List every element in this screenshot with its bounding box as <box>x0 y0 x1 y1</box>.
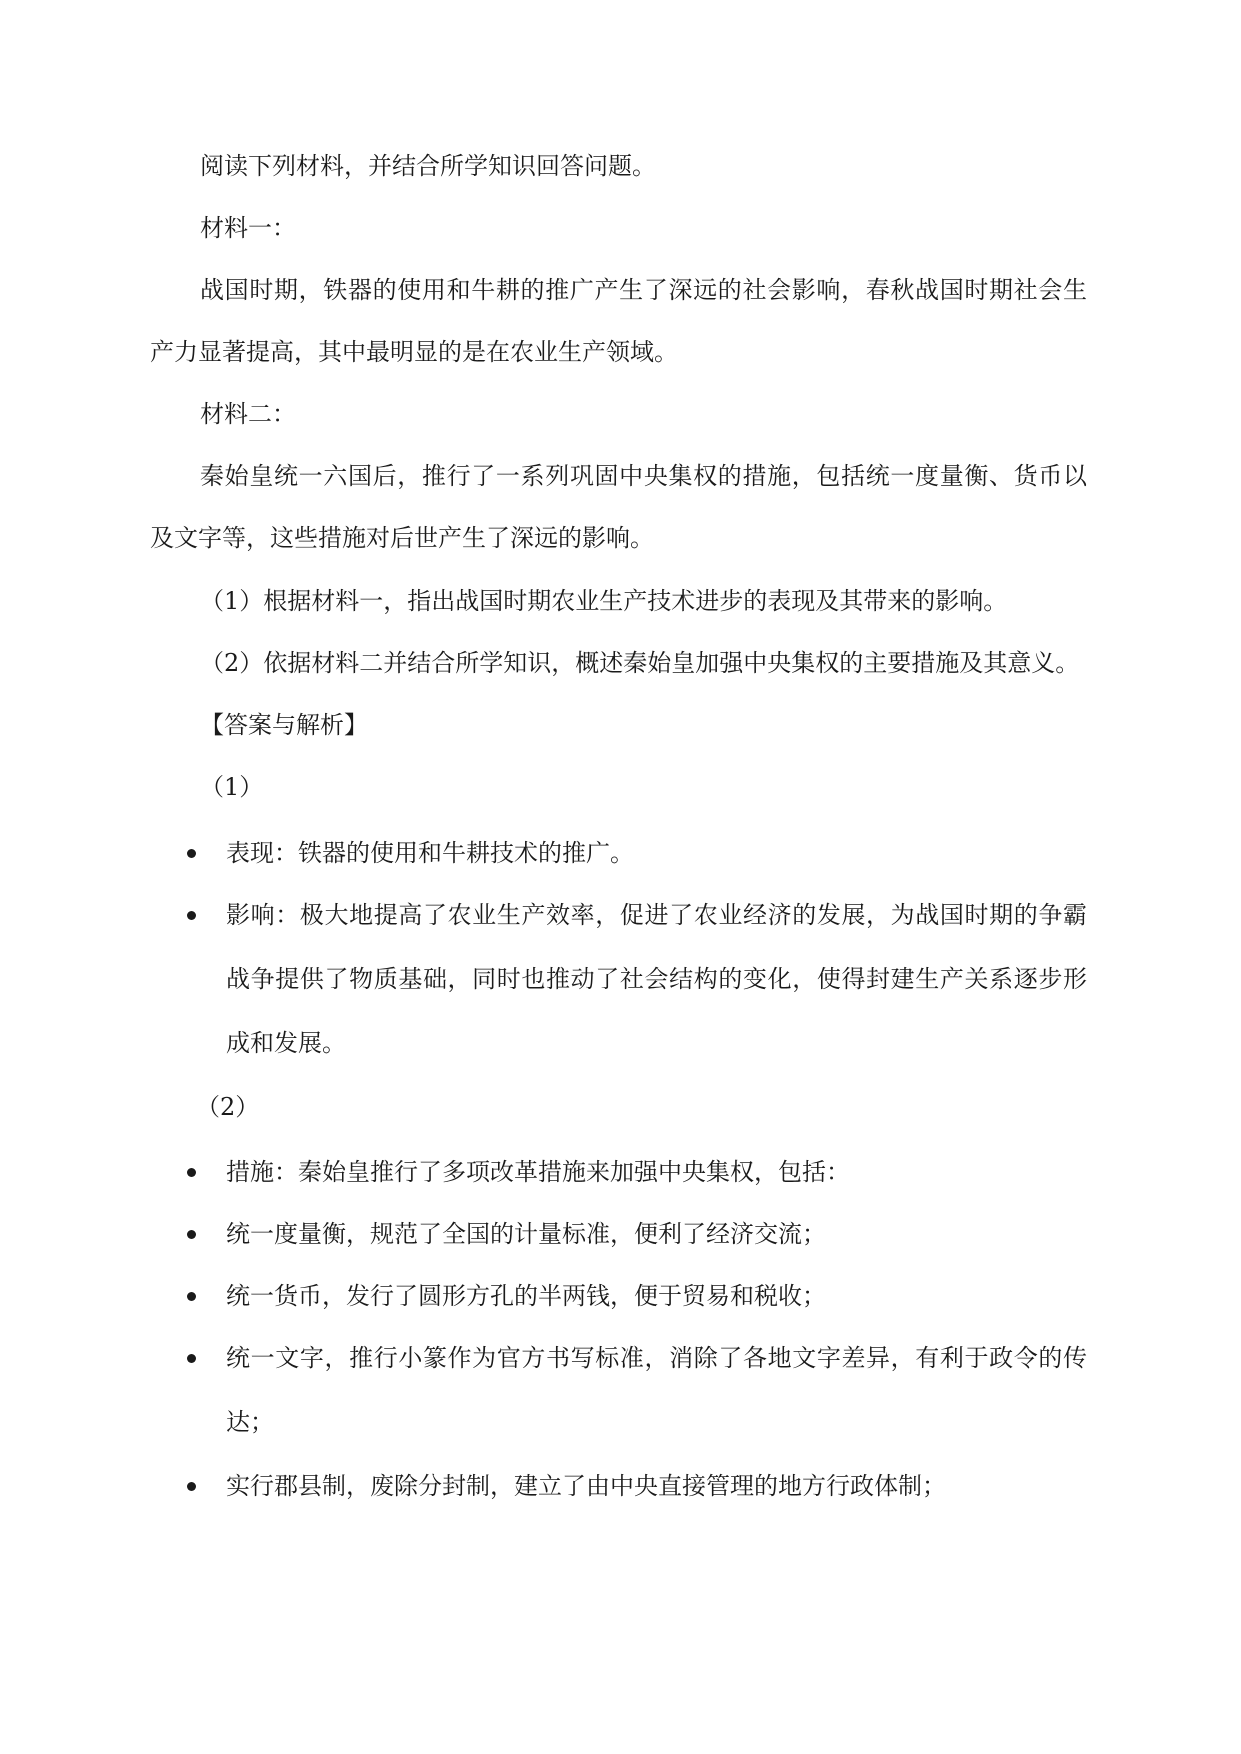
material2-heading: 材料二： <box>200 400 296 428</box>
part2-bullet-script-line2: 达； <box>226 1408 274 1436</box>
material2-line1: 秦始皇统一六国后，推行了一系列巩固中央集权的措施，包括统一度量衡、货币以 <box>200 462 1087 490</box>
part1-bullet-impact-line3: 成和发展。 <box>226 1029 346 1057</box>
part1-bullet-impact-line1: 影响：极大地提高了农业生产效率，促进了农业经济的发展，为战国时期的争霸 <box>226 901 1087 929</box>
question-1: （1）根据材料一，指出战国时期农业生产技术进步的表现及其带来的影响。 <box>200 587 1008 615</box>
question-2: （2）依据材料二并结合所学知识，概述秦始皇加强中央集权的主要措施及其意义。 <box>200 649 1080 677</box>
material1-line1: 战国时期，铁器的使用和牛耕的推广产生了深远的社会影响，春秋战国时期社会生 <box>200 276 1087 304</box>
bullet-dot <box>187 1482 196 1491</box>
answer-part1-label: （1） <box>200 773 264 801</box>
material1-line2: 产力显著提高，其中最明显的是在农业生产领域。 <box>150 338 678 366</box>
part2-bullet-measures: 措施：秦始皇推行了多项改革措施来加强中央集权，包括： <box>226 1158 850 1186</box>
part2-bullet-script-line1: 统一文字，推行小篆作为官方书写标准，消除了各地文字差异，有利于政令的传 <box>226 1344 1087 1372</box>
answer-heading: 【答案与解析】 <box>200 711 368 739</box>
bullet-dot <box>187 849 196 858</box>
part2-bullet-currency: 统一货币，发行了圆形方孔的半两钱，便于贸易和税收； <box>226 1282 826 1310</box>
bullet-dot <box>187 1168 196 1177</box>
material1-heading: 材料一： <box>200 214 296 242</box>
part2-bullet-prefecture: 实行郡县制，废除分封制，建立了由中央直接管理的地方行政体制； <box>226 1472 946 1500</box>
part1-bullet-impact-line2: 战争提供了物质基础，同时也推动了社会结构的变化，使得封建生产关系逐步形 <box>226 965 1087 993</box>
bullet-dot <box>187 1354 196 1363</box>
part1-bullet-performance: 表现：铁器的使用和牛耕技术的推广。 <box>226 839 634 867</box>
bullet-dot <box>187 1292 196 1301</box>
part2-bullet-measures-units: 统一度量衡，规范了全国的计量标准，便利了经济交流； <box>226 1220 826 1248</box>
material2-line2: 及文字等，这些措施对后世产生了深远的影响。 <box>150 524 654 552</box>
bullet-dot <box>187 911 196 920</box>
bullet-dot <box>187 1230 196 1239</box>
answer-part2-label: （2） <box>196 1093 260 1121</box>
intro-text: 阅读下列材料，并结合所学知识回答问题。 <box>200 152 656 180</box>
